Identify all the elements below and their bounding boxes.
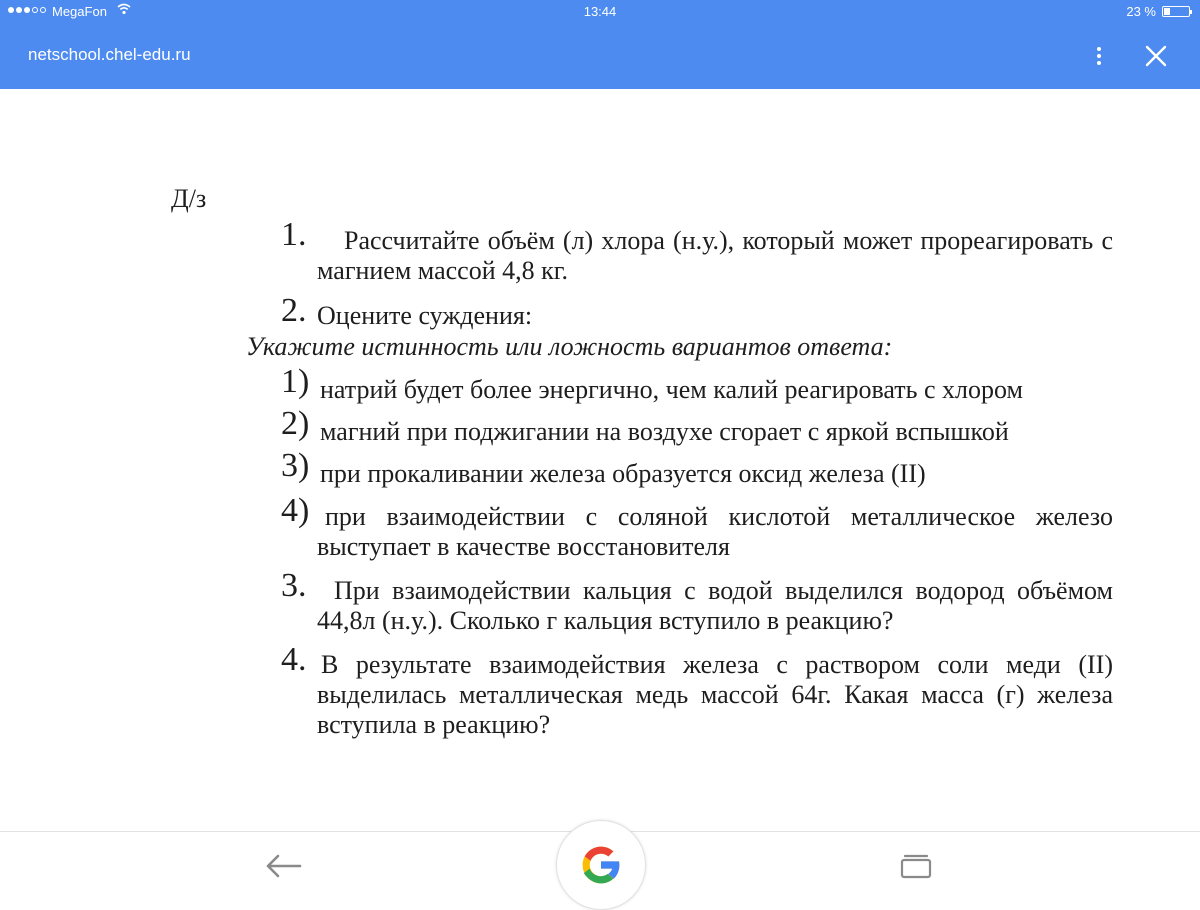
status-time: 13:44 xyxy=(583,4,617,19)
question-1-text: Рассчитайте объём (л) хлора (н.у.), который может прореагировать с магнием массой 4,8 кг. xyxy=(317,226,1113,285)
option-4-number: 4) xyxy=(281,492,310,529)
google-button[interactable] xyxy=(556,820,646,910)
option-2-number: 2) xyxy=(281,405,310,442)
tabs-icon[interactable] xyxy=(898,851,934,881)
question-2-instruction: Укажите истинность или ложность вариантов ответа: xyxy=(246,332,893,361)
document-heading: Д/з xyxy=(171,184,207,213)
google-g-icon xyxy=(577,841,625,889)
battery-level xyxy=(1164,8,1170,15)
question-3-number: 3. xyxy=(281,567,307,604)
battery-icon xyxy=(1162,6,1190,17)
question-1-number: 1. xyxy=(281,216,307,253)
status-bar xyxy=(0,0,1200,26)
browser-header xyxy=(0,0,1200,89)
option-2-text: магний при поджигании на воздухе сгорает с яркой вспышкой xyxy=(320,417,1009,446)
option-4-text: при взаимодействии с соляной кислотой металлическое железо выступает в качестве восстановителя xyxy=(317,502,1113,561)
battery-percent: 23 % xyxy=(1126,4,1156,19)
question-2-number: 2. xyxy=(281,292,307,329)
arrow-left-icon[interactable] xyxy=(262,850,304,882)
option-1-number: 1) xyxy=(281,363,310,400)
carrier-name: MegaFon xyxy=(52,4,107,19)
question-3-text: При взаимодействии кальция с водой выделился водород объёмом 44,8л (н.у.). Сколько г кальция вступило в реакцию? xyxy=(317,576,1113,635)
more-vert-icon[interactable] xyxy=(1088,42,1110,70)
question-4-number: 4. xyxy=(281,641,307,678)
close-icon[interactable] xyxy=(1140,40,1172,72)
question-4-text: В результате взаимодействия железа с раствором соли меди (II) выделилась металлическая медь массой 64г. Какая масса (г) железа вступила в реакцию? xyxy=(317,650,1113,739)
url-text[interactable]: netschool.chel-edu.ru xyxy=(28,45,191,64)
option-3-text: при прокаливании железа образуется оксид железа (II) xyxy=(320,459,926,488)
option-3-number: 3) xyxy=(281,447,310,484)
homework-document xyxy=(0,89,1200,831)
question-2-text: Оцените суждения: xyxy=(317,301,533,330)
bottom-navigation xyxy=(0,831,1200,901)
option-1-text: натрий будет более энергично, чем калий реагировать с хлором xyxy=(320,375,1023,404)
